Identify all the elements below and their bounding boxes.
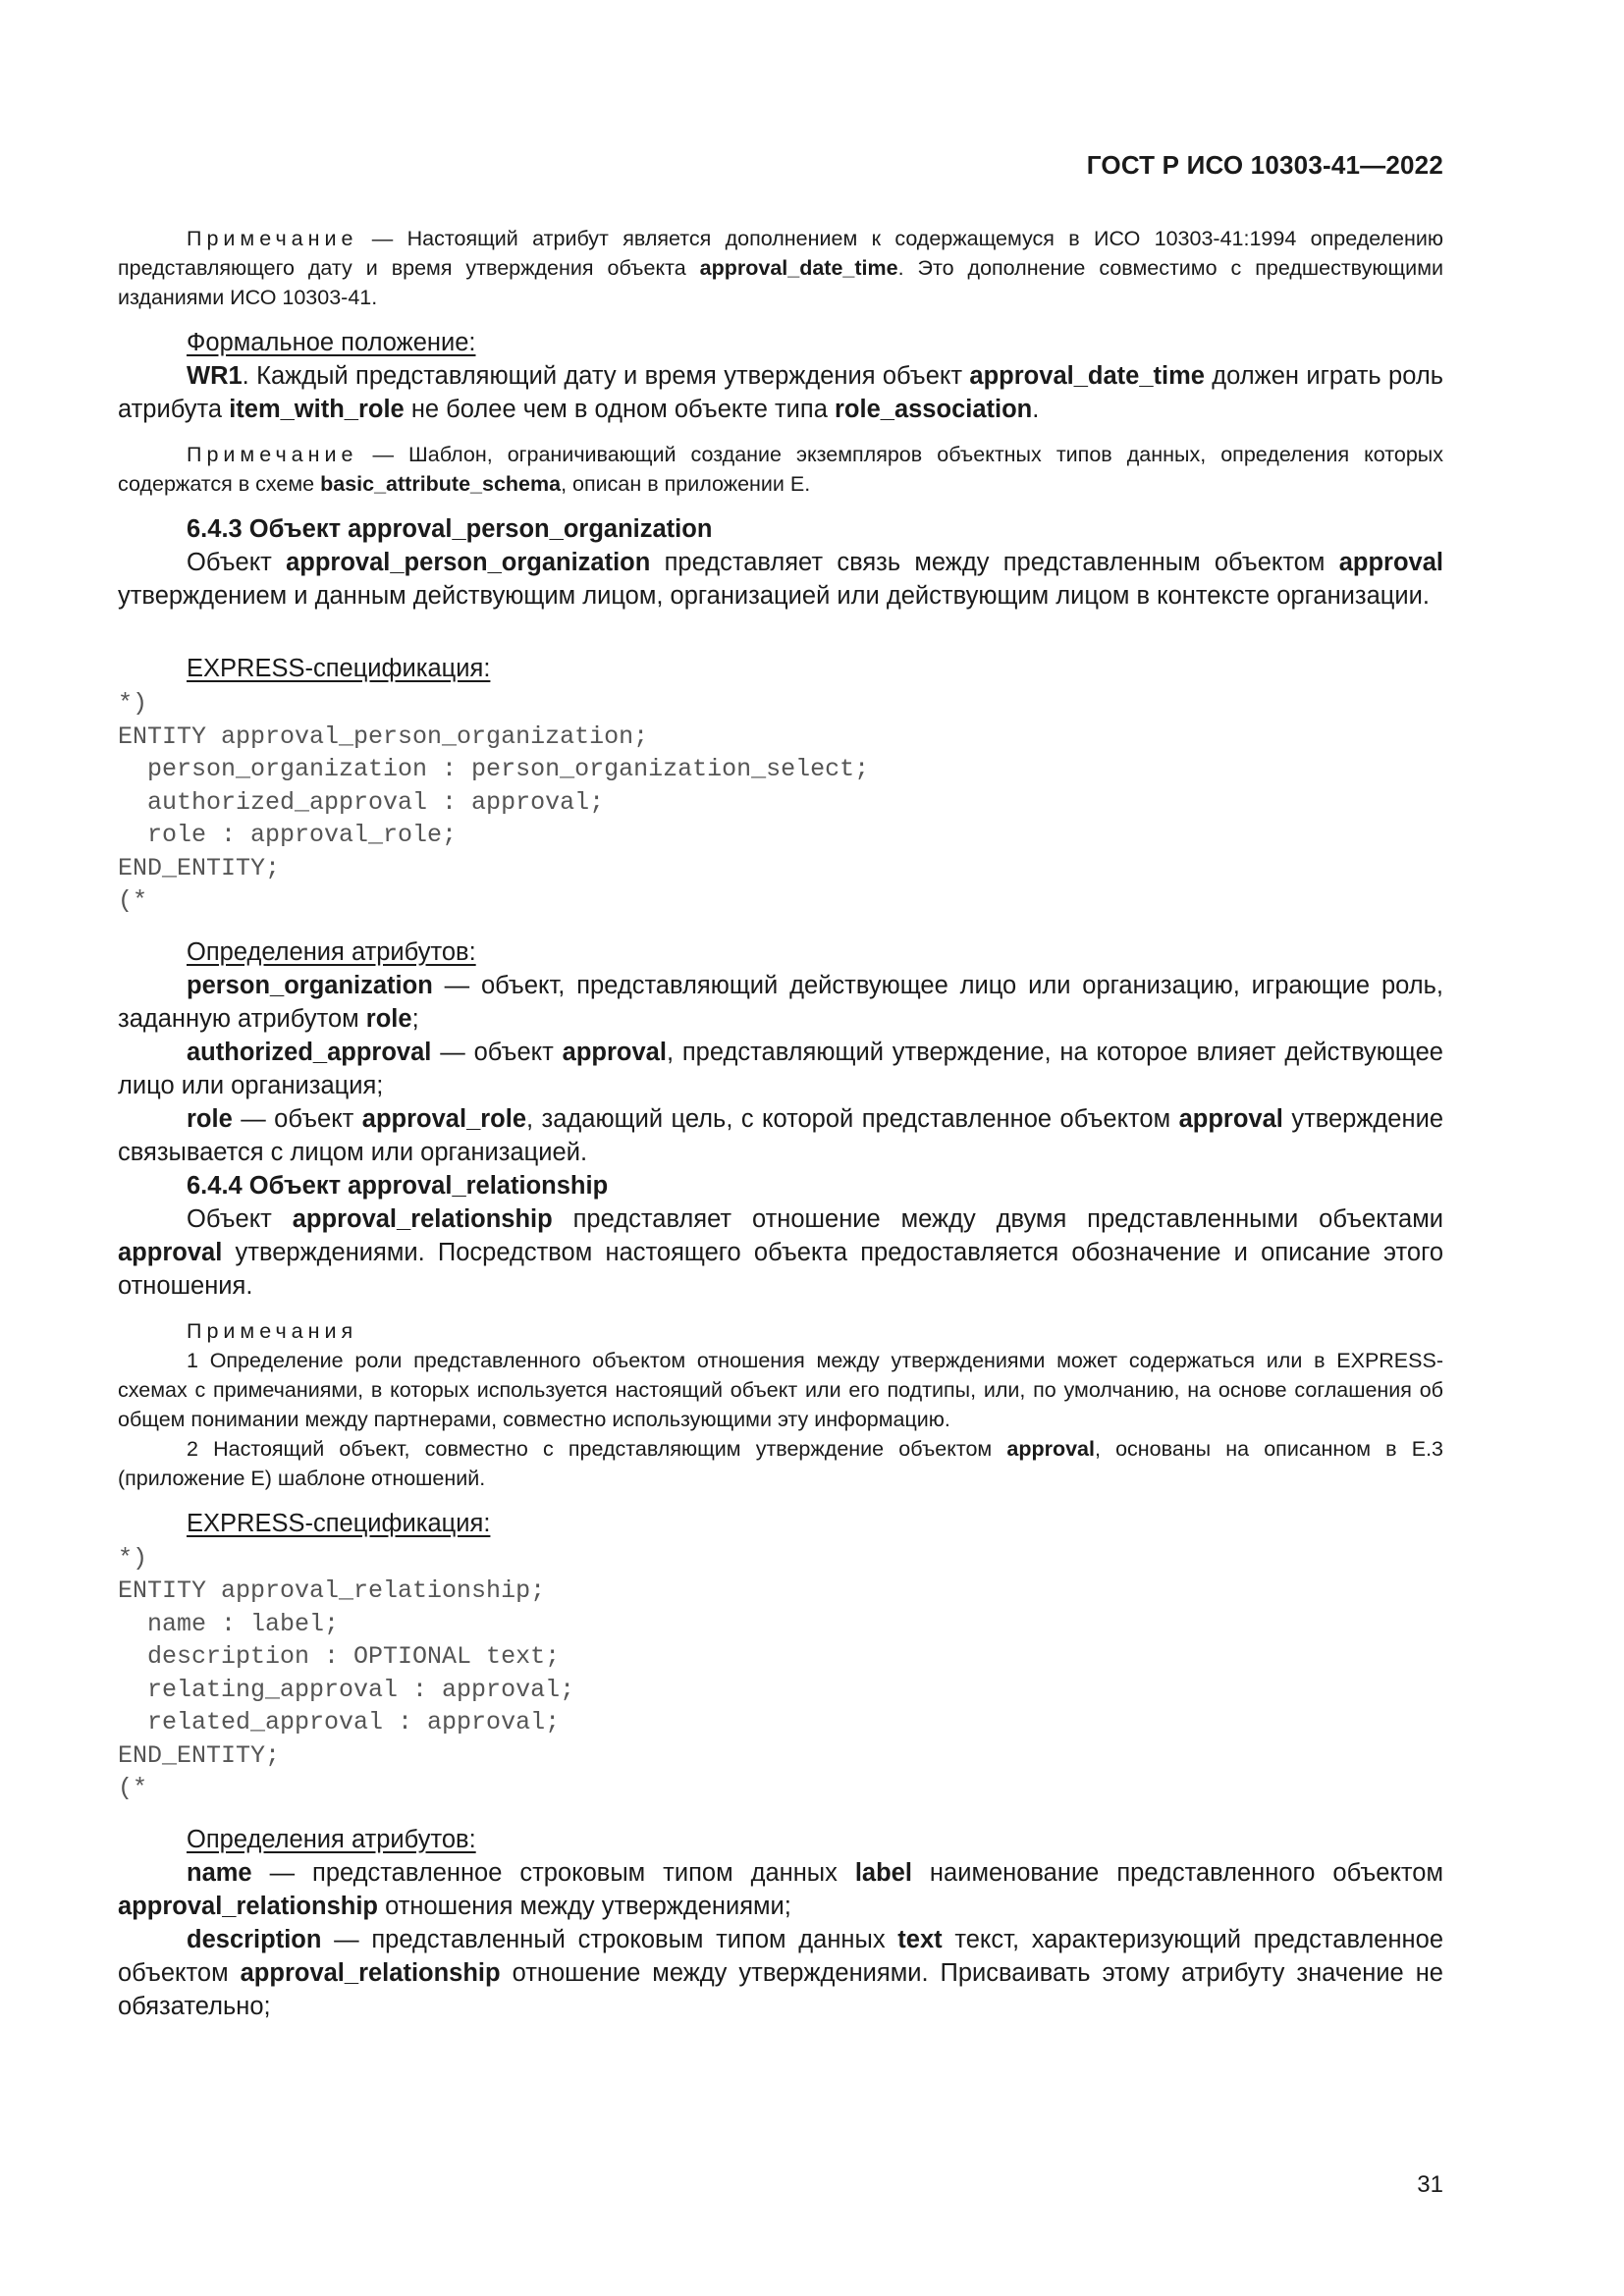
express-code-block: *) ENTITY approval_relationship; name : label; description : OPTIONAL text; relating_approval : approval; related_approval : approval; END_ENTITY; (* xyxy=(118,1543,575,1802)
express-spec-label: EXPRESS-спецификация: xyxy=(187,1509,491,1537)
term-approval-date-time: approval_date_time xyxy=(699,256,898,280)
document-code-header: ГОСТ Р ИСО 10303-41—2022 xyxy=(1086,150,1443,180)
express-code-block: *) ENTITY approval_person_organization; person_organization : person_organization_select; authorized_approval : approval; role : approval_role; END_ENTITY; (* xyxy=(118,689,870,915)
page-content xyxy=(118,224,1443,2023)
attr-def-description: description — представленный строковым типом данных text текст, характеризующий представленное объектом approval_relationship отношение между утверждениями. Присваивать этому атрибуту значение не обязательно; xyxy=(118,1925,1444,2020)
notes-label: Примечания xyxy=(187,1318,358,1343)
section-heading-6-4-4: 6.4.4 Объект approval_relationship xyxy=(187,1171,609,1200)
document-page xyxy=(118,0,1443,2296)
attribute-definitions-label: Определения атрибутов: xyxy=(187,1825,476,1853)
note-label: Примечание xyxy=(187,443,358,466)
note-2: 2 Настоящий объект, совместно с представляющим утверждение объектом approval, основаны на описанном в Е.3 (приложение Е) шаблоне отношений. xyxy=(118,1436,1443,1490)
section-heading-6-4-3: 6.4.3 Объект approval_person_organization xyxy=(187,515,713,543)
attr-def-person-organization: person_organization — объект, представляющий действующее лицо или организацию, играющие роль, заданную атрибутом role; xyxy=(118,971,1443,1033)
note-approval-date-time: Примечание — Настоящий атрибут является дополнением к содержащемуся в ИСО 10303-41:1994 определению представляющего дату и время утверждения объекта approval_date_time. Это дополнение совместимо с предшествующими изданиями ИСО 10303-41. xyxy=(118,227,1443,309)
formal-proposition-label: Формальное положение: xyxy=(187,329,476,356)
note-template: Примечание — Шаблон, ограничивающий создание экземпляров объектных типов данных, определения которых содержатся в схеме basic_attribute_schema, описан в приложении Е. xyxy=(118,443,1443,496)
formal-proposition-wr1: WR1. Каждый представляющий дату и время утверждения объект approval_date_time должен играть роль атрибута item_with_role не более чем в одном объекте типа role_association. xyxy=(118,362,1443,423)
section-6-4-4-intro: Объект approval_relationship представляет отношение между двумя представленными объектами approval утверждениями. Посредством настоящего объекта предоставляется обозначение и описание этого отношения. xyxy=(118,1204,1443,1300)
section-6-4-3-intro: Объект approval_person_organization представляет связь между представленным объектом approval утверждением и данным действующим лицом, организацией или действующим лицом в контексте организации. xyxy=(118,549,1443,610)
note-label: Примечание xyxy=(187,227,358,250)
express-spec-label: EXPRESS-спецификация: xyxy=(187,655,491,682)
attr-def-role: role — объект approval_role, задающий цель, с которой представленное объектом approval утверждение связывается с лицом или организацией. xyxy=(118,1104,1443,1166)
attr-def-name: name — представленное строковым типом данных label наименование представленного объектом approval_relationship отношения между утверждениями; xyxy=(118,1858,1444,1920)
attr-def-authorized-approval: authorized_approval — объект approval, представляющий утверждение, на которое влияет действующее лицо или организация; xyxy=(118,1038,1443,1099)
page-number: 31 xyxy=(1417,2171,1443,2198)
note-1: 1 Определение роли представленного объектом отношения между утверждениями может содержаться или в EXPRESS-схемах с примечаниями, в которых используется настоящий объект или его подтипы, или, по умолчанию, на основе соглашения об общем понимании между партнерами, совместно использующими эту информацию. xyxy=(118,1348,1443,1431)
attribute-definitions-label: Определения атрибутов: xyxy=(187,937,476,966)
